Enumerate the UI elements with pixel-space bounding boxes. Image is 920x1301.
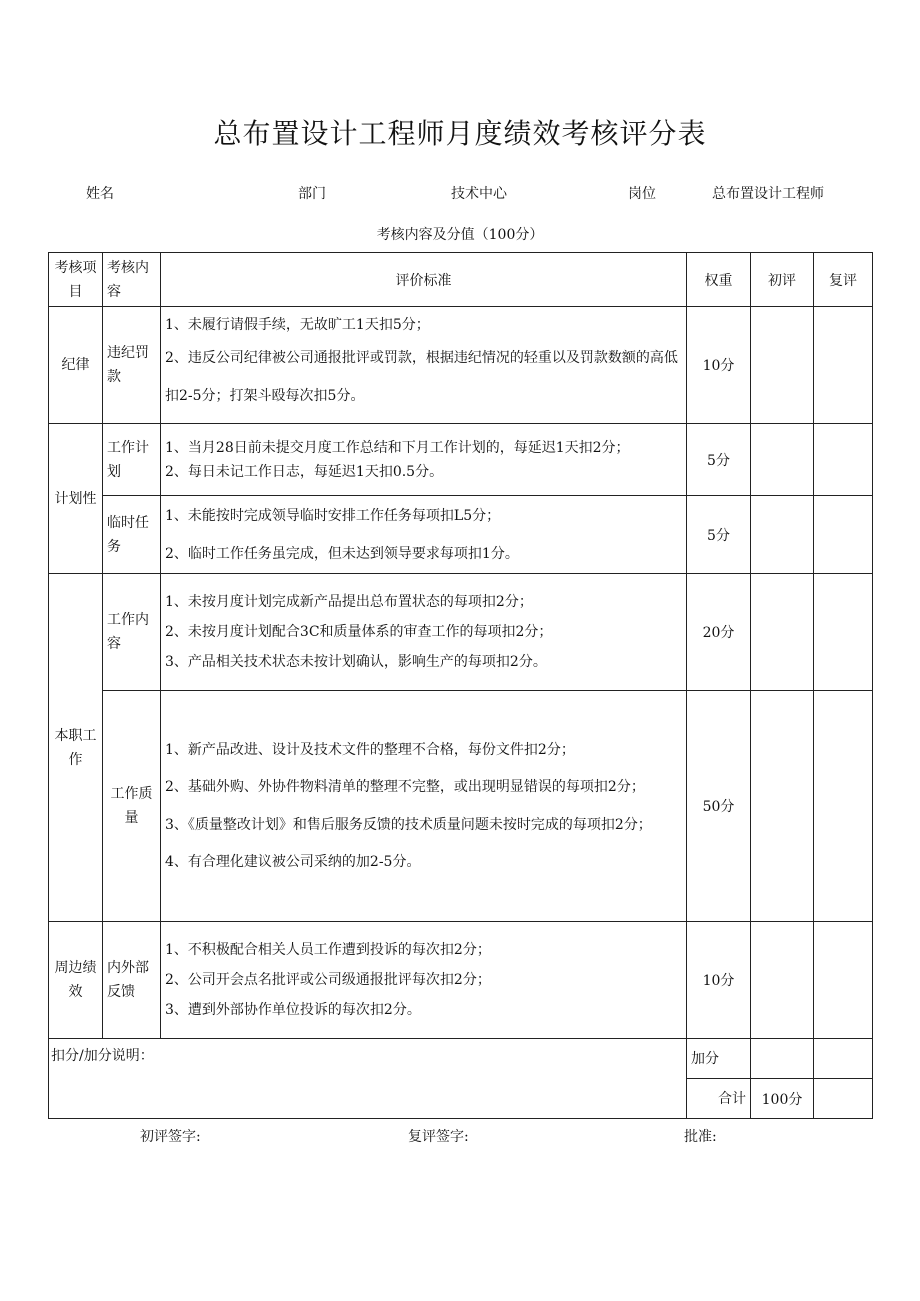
table-row <box>49 691 873 922</box>
criteria-line: 3、《质量整改计划》和售后服务反馈的技术质量问题未按时完成的每项扣2分； <box>165 817 652 833</box>
sub-item-cell: 内外部反馈 <box>103 922 161 1039</box>
criteria-cell <box>161 424 687 496</box>
initial-signature-label: 初评签字: <box>140 1129 201 1145</box>
criteria-line: 1、当月28日前未提交月度工作总结和下月工作计划的，每延迟1天扣2分； <box>165 439 630 456</box>
category-cell: 计划性 <box>49 424 103 574</box>
criteria-cell <box>161 922 687 1039</box>
criteria-cell <box>161 307 687 424</box>
table-row <box>49 574 873 691</box>
post-label: 岗位 <box>628 186 656 202</box>
criteria-cell <box>161 691 687 922</box>
review-score-cell[interactable] <box>814 691 873 922</box>
header-item: 考核项目 <box>49 253 103 307</box>
initial-score-cell[interactable] <box>751 922 814 1039</box>
header-standard: 评价标准 <box>161 253 687 307</box>
weight-cell: 20分 <box>687 574 751 691</box>
table-row <box>49 307 873 424</box>
total-value: 100分 <box>751 1079 814 1119</box>
sub-item-cell: 工作计划 <box>103 424 161 496</box>
table-row <box>49 496 873 574</box>
post-value: 总布置设计工程师 <box>712 186 824 202</box>
total-review-cell[interactable] <box>814 1079 873 1119</box>
bonus-initial-cell[interactable] <box>751 1039 814 1079</box>
criteria-line: 2、公司开会点名批评或公司级通报批评每次扣2分； <box>165 972 491 988</box>
weight-cell: 10分 <box>687 922 751 1039</box>
criteria-line: 1、未履行请假手续，无故旷工1天扣5分； <box>165 317 430 333</box>
name-label: 姓名 <box>86 186 114 202</box>
weight-cell: 50分 <box>687 691 751 922</box>
sub-item-cell: 临时任务 <box>103 496 161 574</box>
total-label: 合计 <box>687 1079 751 1119</box>
initial-score-cell[interactable] <box>751 496 814 574</box>
table-header-row <box>49 253 873 307</box>
criteria-line: 2、临时工作任务虽完成，但未达到领导要求每项扣1分。 <box>165 545 519 562</box>
review-score-cell[interactable] <box>814 496 873 574</box>
review-score-cell[interactable] <box>814 307 873 424</box>
criteria-cell <box>161 496 687 574</box>
criteria-line: 1、不积极配合相关人员工作遭到投诉的每次扣2分； <box>165 942 491 958</box>
initial-score-cell[interactable] <box>751 691 814 922</box>
weight-cell: 5分 <box>687 424 751 496</box>
bonus-review-cell[interactable] <box>814 1039 873 1079</box>
category-cell: 本职工作 <box>49 574 103 922</box>
bonus-label: 加分 <box>687 1039 751 1079</box>
review-score-cell[interactable] <box>814 424 873 496</box>
criteria-line: 1、新产品改进、设计及技术文件的整理不合格，每份文件扣2分； <box>165 742 575 758</box>
criteria-line: 2、基础外购、外协件物料清单的整理不完整，或出现明显错误的每项扣2分； <box>165 779 645 795</box>
note-cell[interactable] <box>49 1039 687 1119</box>
criteria-line: 4、有合理化建议被公司采纳的加2-5分。 <box>165 854 421 870</box>
dept-label: 部门 <box>298 186 326 202</box>
category-cell: 周边绩效 <box>49 922 103 1039</box>
category-cell: 纪律 <box>49 307 103 424</box>
approval-label: 批准: <box>684 1129 717 1145</box>
header-review: 复评 <box>814 253 873 307</box>
table-row <box>49 922 873 1039</box>
weight-cell: 5分 <box>687 496 751 574</box>
page-title: 总布置设计工程师月度绩效考核评分表 <box>213 117 707 150</box>
criteria-line: 2、违反公司纪律被公司通报批评或罚款，根据违纪情况的轻重以及罚款数额的高低扣2-5分；打架斗殴每次扣5分。 <box>165 350 678 404</box>
sub-item-cell: 违纪罚款 <box>103 307 161 424</box>
criteria-line: 3、遭到外部协作单位投诉的每次扣2分。 <box>165 1002 421 1018</box>
initial-score-cell[interactable] <box>751 307 814 424</box>
review-score-cell[interactable] <box>814 574 873 691</box>
review-signature-label: 复评签字: <box>408 1129 469 1145</box>
sub-item-cell: 工作质量 <box>103 691 161 922</box>
header-initial: 初评 <box>751 253 814 307</box>
criteria-line: 2、每日未记工作日志，每延迟1天扣0.5分。 <box>165 463 444 480</box>
criteria-line: 3、产品相关技术状态未按计划确认，影响生产的每项扣2分。 <box>165 654 547 670</box>
table-row <box>49 424 873 496</box>
bonus-row <box>49 1039 873 1079</box>
initial-score-cell[interactable] <box>751 574 814 691</box>
criteria-line: 2、未按月度计划配合3C和质量体系的审查工作的每项扣2分； <box>165 624 553 640</box>
score-table <box>48 252 873 1119</box>
note-label: 扣分/加分说明： <box>51 1048 154 1064</box>
table-subtitle: 考核内容及分值（100分） <box>376 227 544 243</box>
header-content: 考核内容 <box>103 253 161 307</box>
criteria-line: 1、未能按时完成领导临时安排工作任务每项扣L5分； <box>165 507 501 524</box>
weight-cell: 10分 <box>687 307 751 424</box>
dept-value: 技术中心 <box>451 186 507 202</box>
header-weight: 权重 <box>687 253 751 307</box>
sub-item-cell: 工作内容 <box>103 574 161 691</box>
review-score-cell[interactable] <box>814 922 873 1039</box>
criteria-line: 1、未按月度计划完成新产品提出总布置状态的每项扣2分； <box>165 594 533 610</box>
criteria-cell <box>161 574 687 691</box>
initial-score-cell[interactable] <box>751 424 814 496</box>
